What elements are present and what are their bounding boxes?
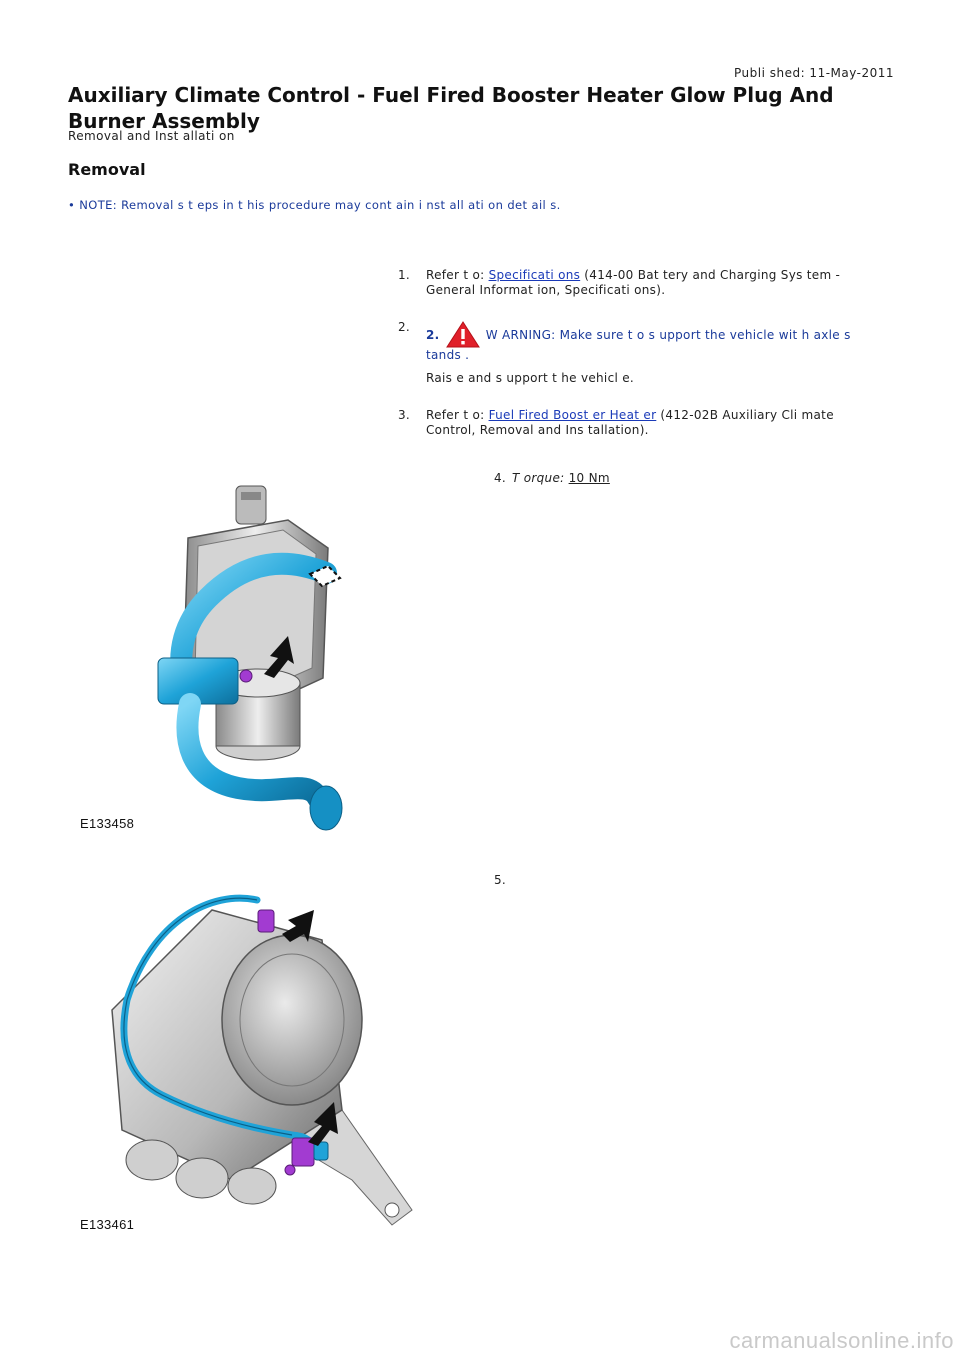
- refer-suffix: (412-02B Auxiliary Cli mate Control, Removal and Ins tallation).: [426, 408, 834, 437]
- page-subtitle: Removal and Inst allati on: [68, 129, 235, 143]
- heater-illustration-1: [78, 478, 378, 838]
- step-number: 2.: [398, 320, 411, 334]
- figure-glow-plug: [92, 880, 432, 1240]
- fuel-fired-booster-heater-link[interactable]: Fuel Fired Boost er Heat er: [488, 408, 657, 422]
- figure-caption: E133458: [80, 816, 135, 831]
- refer-prefix: Refer t o:: [426, 268, 489, 282]
- warning-message: W ARNING: Make sure t o s upport the vehicle wit h axle s tands .: [426, 328, 851, 362]
- torque-value: 10 Nm: [568, 471, 610, 485]
- specifications-link[interactable]: Specificati ons: [488, 268, 581, 282]
- step-number: 3.: [398, 408, 411, 422]
- heater-illustration-2: [92, 880, 432, 1240]
- warning-triangle-icon: [446, 320, 480, 348]
- figure-caption: E133461: [80, 1217, 135, 1232]
- step-number: 4.: [494, 471, 507, 485]
- refer-prefix: Refer t o:: [426, 408, 489, 422]
- step-number: 1.: [398, 268, 411, 282]
- figure-heater-outlet: [78, 478, 378, 838]
- published-date: Publi shed: 11-May-2011: [733, 66, 894, 80]
- step-number: 5.: [494, 873, 507, 887]
- warning-text: [426, 320, 856, 363]
- section-heading: Removal: [68, 160, 146, 179]
- warning-number: 2.: [426, 328, 440, 342]
- watermark: carmanualsonline.info: [729, 1328, 954, 1353]
- refer-suffix: (414-00 Bat tery and Charging Sys tem - General Informat ion, Specificati ons).: [426, 268, 841, 297]
- removal-note: • NOTE: Removal s t eps in t his procedure may cont ain i nst all ati on det ail s.: [68, 198, 561, 212]
- torque-label: T orque:: [512, 471, 569, 485]
- page-title: Auxiliary Climate Control - Fuel Fired Booster Heater Glow Plug And Burner Assembly: [68, 83, 834, 133]
- step-2-instruction: Rais e and s upport t he vehicl e.: [426, 371, 635, 385]
